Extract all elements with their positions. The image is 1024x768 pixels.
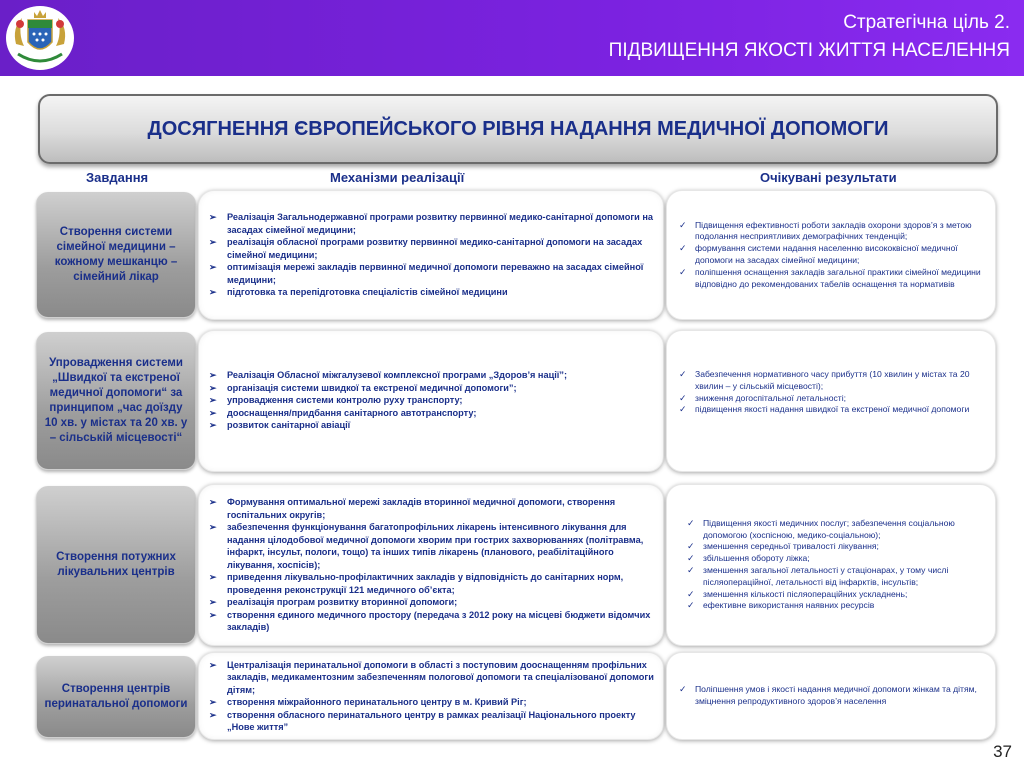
mechanism-item: ➢ реалізація програм розвитку вторинної допомоги; — [207, 596, 657, 609]
result-item: ✓ збільшення обороту ліжка; — [685, 553, 987, 565]
result-item: ✓ підвищення якості надання швидкої та екстреної медичної допомоги — [677, 404, 987, 416]
results-perinatal-centers — [666, 652, 996, 740]
mechanism-item: ➢ Формування оптимальної мережі закладів вторинної медичної допомоги, створення госпітальних округів; — [207, 496, 657, 521]
mechanism-item: ➢ дооснащення/придбання санітарного автотранспорту; — [207, 407, 657, 420]
mechanism-item: ➢ створення єдиного медичного простору (передача з 2012 року на місцеві бюджети відомчих закладів) — [207, 609, 657, 634]
strategic-goal-title: ПІДВИЩЕННЯ ЯКОСТІ ЖИТТЯ НАСЕЛЕННЯ — [608, 40, 1010, 61]
mechanisms-treatment-centers — [198, 484, 664, 646]
results-emergency-care — [666, 330, 996, 472]
result-item: ✓ Поліпшення умов і якості надання медичної допомоги жінкам та дітям, зміцнення репродуктивного здоров’я населення — [677, 684, 987, 708]
mechanism-item: ➢ створення міжрайонного перинатального центру в м. Кривий Ріг; — [207, 696, 657, 709]
task-family-medicine: Створення системи сімейної медицини – кожному мешканцю – сімейний лікар — [36, 192, 196, 318]
task-treatment-centers: Створення потужних лікувальних центрів — [36, 486, 196, 644]
column-header-mechanisms: Механізми реалізації — [330, 170, 465, 185]
mechanism-item: ➢ організація системи швидкої та екстреної медичної допомоги”; — [207, 382, 657, 395]
result-item: ✓ зменшення кількості післяопераційних ускладнень; — [685, 589, 987, 601]
task-emergency-care: Упровадження системи „Швидкої та екстреної медичної допомоги“ за принципом „час доїзду 10 хв. у містах та 20 хв. у – сільській місцевості“ — [36, 332, 196, 470]
result-item: ✓ зменшення середньої тривалості лікування; — [685, 541, 987, 553]
result-item: ✓ зменшення загальної летальності у стаціонарах, у тому числі післяопераційної, летальності від інфарктів, інсультів; — [685, 565, 987, 589]
coat-of-arms-icon — [4, 4, 76, 72]
mechanism-item: ➢ Реалізація Загальнодержавної програми розвитку первинної медико-санітарної допомоги на засадах сімейної медицини; — [207, 211, 657, 236]
mechanism-item: ➢ підготовка та перепідготовка спеціалістів сімейної медицини — [207, 286, 657, 299]
mechanism-item: ➢ упровадження системи контролю руху транспорту; — [207, 394, 657, 407]
mechanism-item: ➢ розвиток санітарної авіації — [207, 419, 657, 432]
column-header-tasks: Завдання — [86, 170, 149, 185]
result-item: ✓ Підвищення ефективності роботи закладів охорони здоров’я з метою подолання несприятливих демографічних тенденцій; — [677, 220, 987, 244]
mechanism-item: ➢ створення обласного перинатального центру в рамках реалізації Національного проекту „Нове життя” — [207, 709, 657, 734]
page-number: 37 — [993, 742, 1012, 761]
section-banner — [38, 94, 998, 164]
mechanism-item: ➢ Централізація перинатальної допомоги в області з поступовим дооснащенням профільних закладів, медикаментозним забезпеченням пологової допомоги та спеціалізованої допомоги дітям; — [207, 659, 657, 697]
strategic-goal-number: Стратегічна ціль 2. — [843, 12, 1010, 33]
result-item: ✓ ефективне використання наявних ресурсів — [685, 600, 987, 612]
mechanism-item: ➢ реалізація обласної програми розвитку первинної медико-санітарної допомоги на засадах сімейної медицини; — [207, 236, 657, 261]
section-banner-title: ДОСЯГНЕННЯ ЄВРОПЕЙСЬКОГО РІВНЯ НАДАННЯ МЕДИЧНОЇ ДОПОМОГИ — [147, 117, 889, 140]
result-item: ✓ формування системи надання населенню висококвісної медичної допомоги на засадах сімейної медицини; — [677, 243, 987, 267]
header-bar — [0, 0, 1024, 76]
results-treatment-centers — [666, 484, 996, 646]
result-item: ✓ зниження догоспітальної летальності; — [677, 393, 987, 405]
mechanism-item: ➢ оптимізація мережі закладів первинної медичної допомоги переважно на засадах сімейної медицини; — [207, 261, 657, 286]
column-header-results: Очікувані результати — [760, 170, 897, 185]
task-perinatal-centers: Створення центрів перинатальної допомоги — [36, 656, 196, 738]
mechanisms-perinatal-centers — [198, 652, 664, 740]
result-item: ✓ Забезпечення нормативного часу прибуття (10 хвилин у містах та 20 хвилин – у сільській місцевості); — [677, 369, 987, 393]
mechanisms-emergency-care — [198, 330, 664, 472]
mechanism-item: ➢ забезпечення функціонування багатопрофільних лікарень інтенсивного лікування для надання цілодобової медичної допомоги хворим при гострих захворюваннях (політравма, інфаркт, інсульт, пологи, тощо) та інших типів лікарень (планового, реабілітаційного лікування, хоспісів); — [207, 521, 657, 571]
mechanisms-family-medicine — [198, 190, 664, 320]
mechanism-item: ➢ приведення лікувально-профілактичних закладів у відповідність до санітарних норм, проведення реконструкції 121 медичного об’єкта; — [207, 571, 657, 596]
result-item: ✓ Підвищення якості медичних послуг; забезпечення соціальною допомогою (хоспісною, медико-соціальною); — [685, 518, 987, 542]
result-item: ✓ поліпшення оснащення закладів загальної практики сімейної медицини відповідно до рекомендованих табелів оснащення та нормативів — [677, 267, 987, 291]
results-family-medicine — [666, 190, 996, 320]
mechanism-item: ➢ Реалізація Обласної міжгалузевої комплексної програми „Здоров’я нації”; — [207, 369, 657, 382]
